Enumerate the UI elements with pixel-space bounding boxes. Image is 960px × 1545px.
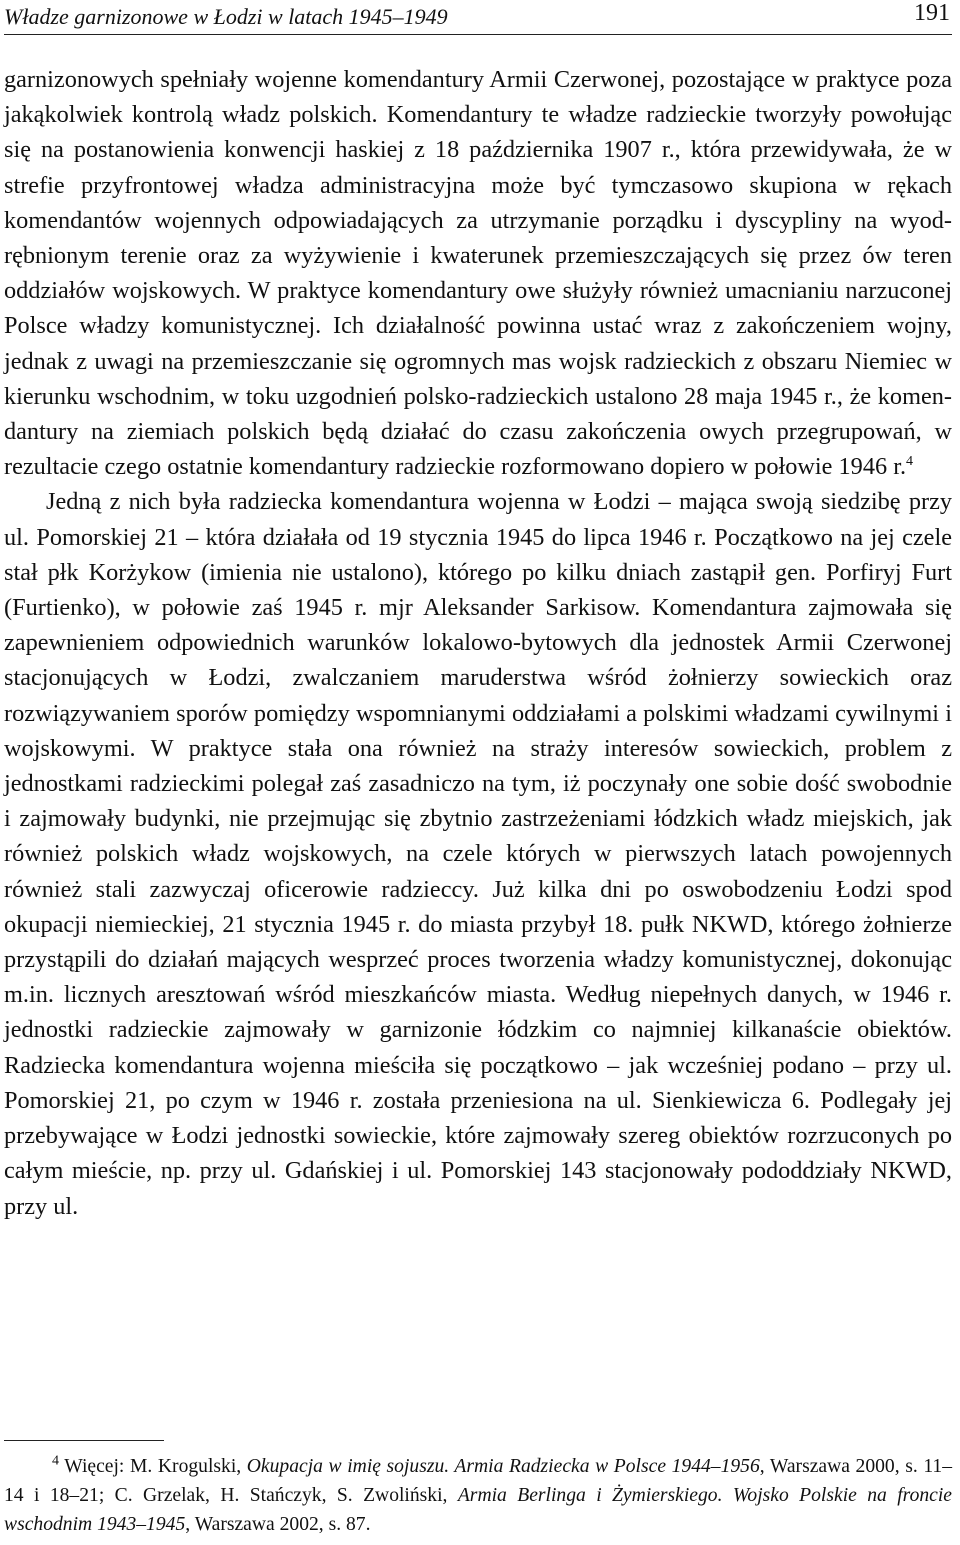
running-header: [4, 0, 952, 35]
footnote-part-1: Więcej: M. Krogulski,: [59, 1456, 247, 1477]
footnote-title-2: Armia Berlinga i Żymierskiego. Wojsko Polskie na froncie wschodnim 1943–1945: [4, 1484, 952, 1535]
paragraph-2: Jedną z nich była radziecka komendantura wojenna w Łodzi – mająca swoją siedzibę przy ul. Pomorskiej 21 – która działała od 19 stycznia 1945 do lipca 1946 r. Początkowo na jej czele stał płk Korżykow (imienia nie ustalono), którego po kilku dniach zastąpił gen. Porfiryj Furt (Furtienko), w połowie zaś 1945 r. mjr Aleksander Sarkisow. Komendantura zajmowała się zapewnieniem odpowiednich warunków lokalowo-bytowych dla jednostek Armii Czerwonej stacjonujących w Łodzi, zwalczaniem maruderstwa wśród żołnierzy sowieckich oraz rozwiązywaniem sporów pomiędzy wspomnianymi oddziałami a polskimi władzami cywilnymi i wojskowymi. W praktyce stała ona również na straży interesów sowieckich, problem z jednostkami radzieckimi polegał zaś zasadniczo na tym, iż poczynały one sobie dość swobodnie i zajmowały budynki, nie przejmując się zbytnio zastrzeżeniami łódzkich władz miejskich, jak również polskich władz wojskowych, na czele których w pierwszych latach powojennych również stali zazwyczaj oficerowie radzieccy. Już kilka dni po oswobodzeniu Łodzi spod okupacji niemieckiej, 21 stycznia 1945 r. do miasta przybył 18. pułk NKWD, którego żołnierze przystąpili do działań mających wesprzeć proces tworzenia władzy komunistycznej, dokonując m.in. licznych aresztowań wśród mieszkańców miasta. Według niepełnych danych, w 1946 r. jednostki radzieckie zajmowały w garnizonie łódzkim co najmniej kilkanaście obiektów. Radziecka komendantura wojenna mieściła się początkowo – jak wcześniej podano – przy ul. Pomorskiej 21, po czym w 1946 r. została przeniesiona na ul. Sienkiewicza 6. Podlegały jej przebywające w Łodzi jednostki sowieckie, które zajmowały szereg obiektów rozrzuconych po całym mieście, np. przy ul. Gdańskiej i ul. Pomorskiej 143 stacjonowały pododdziały NKWD, przy ul.: [4, 488, 952, 1220]
footnote-number: 4: [52, 1453, 59, 1469]
footnote-separator: [4, 1440, 164, 1441]
footnote-reference[interactable]: 4: [906, 454, 914, 470]
footnote-part-2: , Warszawa 2000, s. 11–14 i 18–21; C. Grzelak, H. Stańczyk, S. Zwoliński,: [4, 1456, 953, 1506]
running-title: Władze garnizonowe w Łodzi w latach 1945–1949: [4, 4, 448, 29]
footnote: [4, 1453, 952, 1539]
footnote-part-3: , Warszawa 2002, s. 87.: [185, 1513, 371, 1535]
paragraph-1: [4, 62, 952, 484]
main-text: [4, 62, 952, 1224]
page-number: 191: [914, 0, 950, 26]
paragraph-1-text: garnizonowych spełniały wojenne komendantury Armii Czerwonej, pozostające w praktyce poza jakąkolwiek kontrolą władz polskich. Komendantury te władze radzieckie tworzyły powołując się na postanowienia konwencji haskiej z 18 października 1907 r., która przewidywała, że w strefie przyfrontowej władza administracyjna może być tymczasowo skupiona w rękach komendantów wojennych odpowiadających za utrzymanie porządku i dyscypliny na wyodrębnionym terenie oraz za wyżywienie i kwaterunek przemieszczających się przez ów teren oddziałów wojskowych. W praktyce komendantury owe służyły również umacnianiu narzuconej Polsce władzy komunistycznej. Ich działalność powinna ustać wraz z zakończeniem wojny, jednak z uwagi na przemieszczanie się ogromnych mas wojsk radzieckich z obszaru Niemiec w kierunku wschodnim, w toku uzgodnień polsko-radzieckich ustalono 28 maja 1945 r., że komendantury na ziemiach polskich będą działać do czasu zakończenia owych przegrupowań, w rezultacie czego ostatnie komendantury radzieckie rozformowano dopiero w połowie 1946 r.: [4, 66, 952, 481]
footnote-text: [4, 1453, 952, 1539]
footnote-title-1: Okupacja w imię sojuszu. Armia Radziecka w Polsce 1944–1956: [246, 1456, 760, 1477]
